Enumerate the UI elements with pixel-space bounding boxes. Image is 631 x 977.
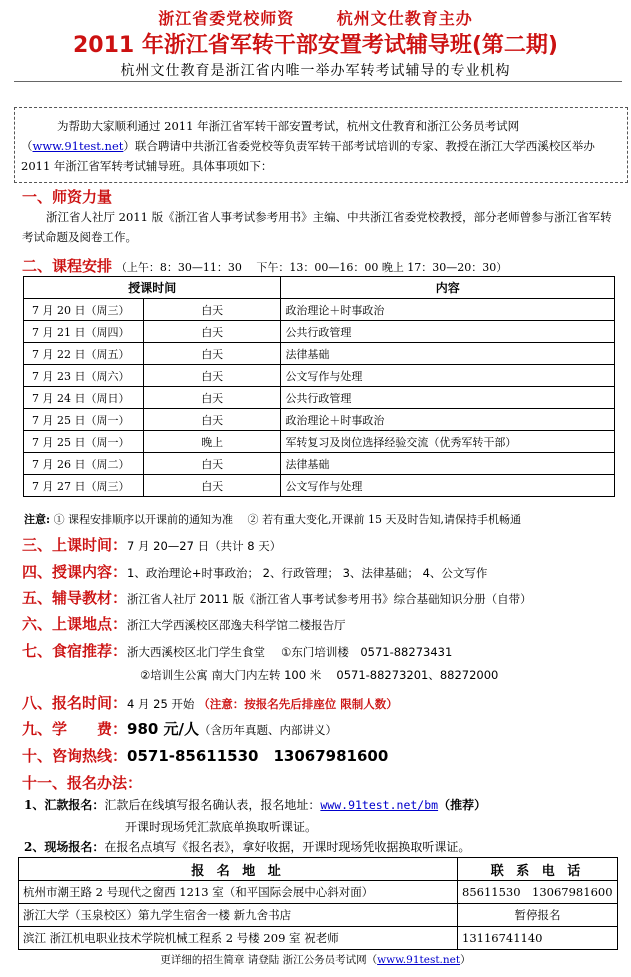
schedule-row [24,365,615,387]
schedule-period: 白天 [143,299,280,321]
section-faculty-heading: 一、师资力量 [22,188,113,206]
section-registration-method-heading: 十一、报名办法： [22,774,143,792]
address-text: 浙江大学（玉泉校区）第九学生宿舍一楼 新九舍书店 [19,904,458,927]
lodging-apartment [140,667,498,683]
section-registration-time-heading: 八、报名时间： [22,694,128,712]
remit-label: 1、汇款报名： [24,798,105,812]
note-text: ① 课程安排顺序以开课前的通知为准 ② 若有重大变化,开课前 15 天及时告知,请保持手机畅通 [53,513,522,526]
header-divider [14,81,622,82]
schedule-period: 晚上 [143,431,280,453]
address-text: 杭州市潮王路 2 号现代之窗西 1213 室（和平国际会展中心斜对面） [19,881,458,904]
page-title: 2011 年浙江省军转干部安置考试辅导班(第二期) [72,33,558,58]
schedule-period: 白天 [143,453,280,475]
tuition-value: 980 元/人 [127,720,200,738]
intro-paragraph [21,116,621,176]
address-header-row [19,858,618,881]
schedule-date: 7 月 24 日（周日） [24,387,144,409]
section-textbook-value: 浙江省人社厅 2011 版《浙江省人事考试参考用书》综合基础知识分册（自带） [127,592,532,606]
remit-suffix: （推荐） [438,798,487,812]
schedule-content: 公文写作与处理 [281,475,615,497]
registration-onsite [24,838,470,855]
schedule-content: 政治理论＋时事政治 [281,409,615,431]
remit-line2: 开课时现场凭汇款底单换取听课证。 [125,820,318,834]
address-phone: 13116741140 [458,927,618,950]
schedule-date: 7 月 25 日（周一） [24,431,144,453]
section-schedule-heading: 二、课程安排 [22,257,113,275]
section-textbook-heading: 五、辅导教材： [22,589,128,607]
schedule-content: 公共行政管理 [281,321,615,343]
schedule-date: 7 月 20 日（周三） [24,299,144,321]
section-lodging [22,640,452,661]
lodging-canteen: 浙大西溪校区北门学生食堂 [127,645,266,659]
schedule-row [24,431,615,453]
schedule-row [24,387,615,409]
section-location [22,613,346,634]
schedule-row [24,475,615,497]
section-tuition [22,718,337,739]
section-faculty-text: 浙江省人社厅 2011 版《浙江省人事考试参考用书》主编、中共浙江省委党校教授，部分老师曾参与浙江省军转考试命题及阅卷工作。 [22,210,612,244]
schedule-row [24,299,615,321]
schedule-content: 法律基础 [281,453,615,475]
schedule-period: 白天 [143,475,280,497]
schedule-row [24,409,615,431]
onsite-text: 在报名点填写《报名表》，拿好收据，开课时现场凭收据换取听课证。 [104,840,471,854]
tuition-extra: （含历年真题、内部讲义） [199,723,338,737]
section-class-time-heading: 三、上课时间： [22,536,128,554]
section-registration-time [22,692,398,713]
schedule-period: 白天 [143,343,280,365]
header-organizers [0,6,631,29]
address-row [19,881,618,904]
schedule-content: 政治理论＋时事政治 [281,299,615,321]
page-subtitle: 杭州文仕教育是浙江省内唯一举办军转考试辅导的专业机构 [120,63,511,79]
schedule-date: 7 月 26 日（周二） [24,453,144,475]
section-lodging-heading: 七、食宿推荐： [22,642,128,660]
section-content [22,561,487,582]
note-label: 注意: [24,513,51,526]
schedule-date: 7 月 25 日（周一） [24,409,144,431]
lodging-apartment-text: ②培训生公寓 南大门内左转 100 米 0571-88273201、88272000 [140,668,499,682]
schedule-content: 公共行政管理 [281,387,615,409]
registration-start: 4 月 25 开始 [127,697,195,711]
schedule-row [24,343,615,365]
footer [0,952,631,967]
organizer-left: 浙江省委党校师资 [158,9,295,28]
class-hours: （上午：8：30—11：30 下午：13：00—16：00 晚上 17：30—20：30） [115,261,508,274]
schedule-period: 白天 [143,387,280,409]
address-table [18,857,618,950]
schedule-header-row [24,277,615,299]
section-schedule-header [22,255,507,276]
schedule-row [24,321,615,343]
intro-link[interactable]: www.91test.net [32,139,124,153]
schedule-table [23,276,615,497]
onsite-label: 2、现场报名： [24,840,105,854]
section-hotline [22,745,388,766]
section-location-heading: 六、上课地点： [22,615,128,633]
section-location-value: 浙江大学西溪校区邵逸夫科学馆二楼报告厅 [127,618,346,632]
schedule-note [24,511,521,527]
hotline-value: 0571-85611530 13067981600 [127,747,389,765]
address-col-addr: 报 名 地 址 [19,858,458,881]
section-class-time [22,534,281,555]
schedule-date: 7 月 21 日（周四） [24,321,144,343]
remit-text: 汇款后在线填写报名确认表，报名地址： [104,798,321,812]
registration-remit [24,796,486,813]
schedule-date: 7 月 22 日（周五） [24,343,144,365]
schedule-period: 白天 [143,321,280,343]
address-row [19,927,618,950]
schedule-row [24,453,615,475]
schedule-content: 法律基础 [281,343,615,365]
schedule-content: 军转复习及岗位选择经验交流（优秀军转干部） [281,431,615,453]
registration-note: （注意：按报名先后排座位 限制人数） [198,697,398,711]
lodging-east-gate: ①东门培训楼 0571-88273431 [281,645,453,659]
section-tuition-heading: 九、学 费： [22,720,128,738]
schedule-col-time: 授课时间 [24,277,281,299]
address-text: 滨江 浙江机电职业技术学院机械工程系 2 号楼 209 室 祝老师 [19,927,458,950]
schedule-col-content: 内容 [281,277,615,299]
address-phone: 暂停报名 [458,904,618,927]
schedule-date: 7 月 23 日（周六） [24,365,144,387]
section-hotline-heading: 十、咨询热线： [22,747,128,765]
organizer-right: 杭州文仕教育主办 [336,9,473,28]
footer-link[interactable]: www.91test.net [377,954,461,966]
footer-text: 更详细的招生简章 请登陆 浙江公务员考试网（ [160,954,378,966]
intro-box [14,107,628,183]
section-content-heading: 四、授课内容： [22,563,128,581]
section-class-time-value: 7 月 20—27 日（共计 8 天） [127,539,282,553]
schedule-period: 白天 [143,409,280,431]
address-col-phone: 联 系 电 话 [458,858,618,881]
section-content-value: 1、政治理论+时事政治； 2、行政管理； 3、法律基础； 4、公文写作 [127,566,488,580]
schedule-date: 7 月 27 日（周三） [24,475,144,497]
intro-text-1: 为帮助大家顺利通过 2011 年浙江省军转干部安置考试，杭州文仕教育和浙江公务员考试网（ [21,119,520,153]
intro-text-2: ）联合聘请中共浙江省委党校等负责军转干部考试培训的专家、教授在浙江大学西溪校区举办 2011 年浙江省军转考试辅导班。具体事项如下： [21,139,595,173]
schedule-period: 白天 [143,365,280,387]
schedule-content: 公文写作与处理 [281,365,615,387]
section-textbook [22,587,532,608]
footer-suffix: ） [460,954,471,966]
address-row [19,904,618,927]
registration-link[interactable]: www.91test.net/bm [320,798,439,812]
address-phone: 85611530 13067981600 [458,881,618,904]
